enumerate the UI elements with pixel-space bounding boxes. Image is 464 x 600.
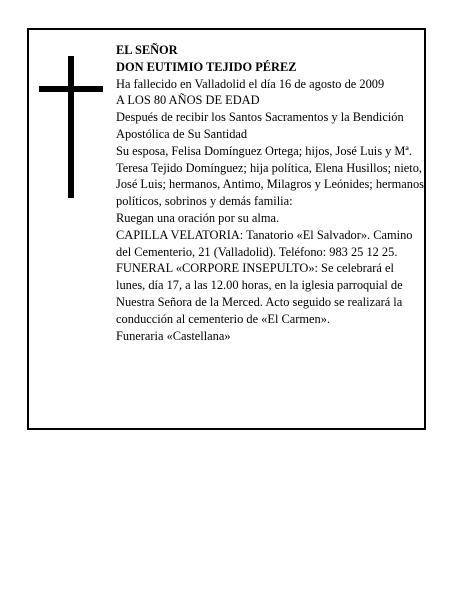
prayer-text: Ruegan una oración por su alma. <box>116 210 280 225</box>
sacraments-text: Después de recibir los Santos Sacramentos y la Bendición Apostólica de Su Santidad <box>116 110 404 141</box>
funeral-home-text: Funeraria «Castellana» <box>116 328 231 343</box>
death-line: Ha fallecido en Valladolid el día 16 de agosto de 2009 <box>116 76 385 91</box>
obituary-notice <box>27 28 426 430</box>
notice-title: EL SEÑOR <box>116 43 178 57</box>
family-text: Su esposa, Felisa Domínguez Ortega; hijos, José Luis y Mª. Teresa Tejido Domínguez; hija política, Elena Husillos; nieto, José Luis; hermanos, Antimo, Milagros y Leónides; hermanos políticos, sobrinos y demás familia: <box>116 143 425 209</box>
age-line: A LOS 80 AÑOS DE EDAD <box>116 93 260 108</box>
funeral-text: FUNERAL «CORPORE INSEPULTO»: Se celebrará el lunes, día 17, a las 12.00 horas, en la iglesia parroquial de Nuestra Señora de la Merced. Acto seguido se realizará la conducción al cementerio de «El Carmen». <box>116 261 403 326</box>
obituary-text <box>116 42 424 344</box>
cross-horizontal-bar <box>39 86 103 92</box>
chapel-text: CAPILLA VELATORIA: Tanatorio «El Salvador». Camino del Cementerio, 21 (Valladolid). Teléfono: 983 25 12 25. <box>116 227 413 259</box>
cross-vertical-bar <box>68 56 74 198</box>
deceased-name: DON EUTIMIO TEJIDO PÉREZ <box>116 59 297 74</box>
